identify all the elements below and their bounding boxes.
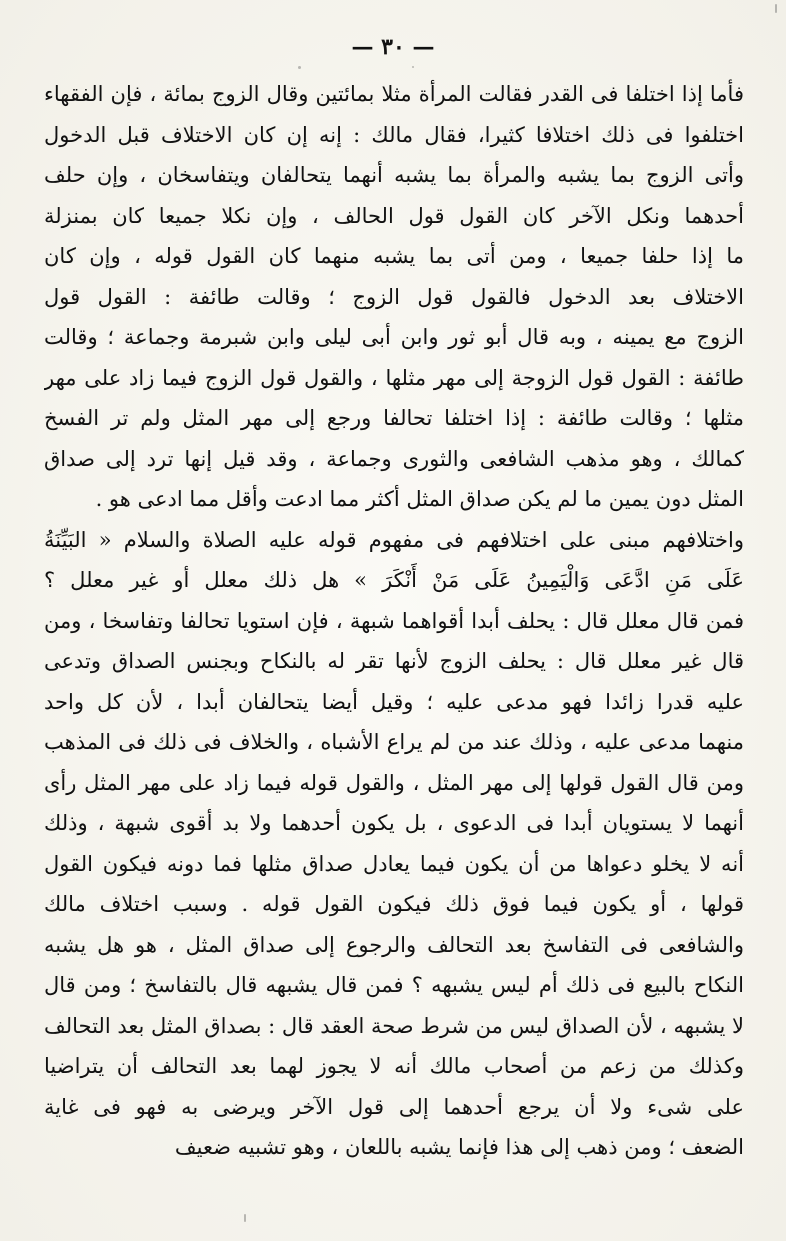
text-line: الضعف ؛ ومن ذهب إلى هذا فإنما يشبه باللعان ، وهو تشبيه ضعيف [174, 1135, 744, 1159]
text-line: وكذلك من زعم من أصحاب مالك أنه لا يجوز لهما بعد التحالف أن يتراضيا [44, 1054, 744, 1078]
text-line: المثل دون يمين ما لم يكن صداق المثل أكثر مما ادعت وأقل مما ادعى هو . [95, 487, 744, 511]
text-line: كمالك ، وهو مذهب الشافعى والثورى وجماعة ، وقد قيل إنها ترد إلى صداق [44, 446, 744, 471]
text-line: النكاح بالبيع فى ذلك أم ليس يشبهه ؟ فمن قال يشبهه قال بالتفاسخ ؛ ومن قال [44, 973, 744, 997]
text-line: ومن قال القول قولها إلى مهر المثل ، والقول قوله فيما زاد على مهر المثل رأى [44, 770, 744, 795]
text-line: طائفة : القول قول الزوجة إلى مهر مثلها ، والقول قول الزوج فيما زاد على مهر [44, 365, 744, 390]
text-line: فمن قال معلل قال : يحلف أبدا أقواهما شبهة ، فإن استويا تحالفا وتفاسخا ، ومن [44, 608, 744, 633]
text-line: اختلفوا فى ذلك اختلافا كثيرا، فقال مالك : إنه إن كان الاختلاف قبل الدخول [44, 122, 744, 147]
scan-speck [298, 66, 301, 69]
body-text [44, 74, 744, 1168]
text-line: أنه لا يخلو دعواها من أن يكون فيما يعادل صداق مثلها فما دونه فيكون القول [44, 851, 744, 876]
text-line: الاختلاف بعد الدخول فالقول قول الزوج ؛ وقالت طائفة : القول قول [44, 284, 744, 309]
text-line: عليه قدرا زائدا فهو مدعى عليه ؛ وقيل أيضا يتحالفان أبدا ، لأن كل واحد [44, 689, 744, 714]
text-line: عَلَى مَنِ ادَّعَى وَالْيَمِينُ عَلَى مَنْ أَنْكَرَ » هل ذلك معلل أو غير معلل ؟ [44, 568, 744, 592]
scan-speck [412, 66, 414, 68]
text-line: مثلها ؛ وقالت طائفة : إذا اختلفا تحالفا ورجع إلى مهر المثل ولم تر الفسخ [44, 406, 744, 430]
page-number: — ٣٠ — [351, 34, 435, 60]
text-line: أحدهما ونكل الآخر كان القول قول الحالف ، وإن نكلا جميعا كان بمنزلة [44, 203, 744, 228]
scan-speck [775, 4, 777, 13]
text-line: قولها ، أو يكون فيما فوق ذلك فيكون القول قوله . وسبب اختلاف مالك [44, 892, 744, 916]
text-line: واختلافهم مبنى على اختلافهم فى مفهوم قوله عليه الصلاة والسلام « البَيِّنَةُ [44, 527, 744, 552]
text-line: ما إذا حلفا جميعا ، ومن أتى بما يشبه منهما كان القول قوله ، وإن كان [44, 244, 744, 268]
text-line: فأما إذا اختلفا فى القدر فقالت المرأة مثلا بمائتين وقال الزوج بمائة ، فإن الفقهاء [44, 82, 744, 106]
text-line: أنهما لا يستويان أبدا فى الدعوى ، بل يكون أحدهما ولا بد أقوى شبهة ، وذلك [44, 811, 744, 835]
text-line: على شىء ولا أن يرجع أحدهما إلى قول الآخر ويرضى به فهو فى غاية [44, 1094, 744, 1119]
text-line: قال غير معلل قال : يحلف الزوج لأنها تقر له بالنكاح وبجنس الصداق وتدعى [44, 649, 744, 673]
text-line: وأتى الزوج بما يشبه والمرأة بما يشبه أنهما يتحالفان ويتفاسخان ، وإن حلف [44, 163, 744, 187]
scan-speck [244, 1214, 246, 1222]
text-line: منهما مدعى عليه ، وذلك عند من لم يراع الأشباه ، والخلاف فى ذلك فى المذهب [44, 730, 744, 754]
text-line: والشافعى فى التفاسخ بعد التحالف والرجوع إلى صداق المثل ، هو هل يشبه [44, 932, 744, 957]
text-line: لا يشبهه ، لأن الصداق ليس من شرط صحة العقد قال : بصداق المثل بعد التحالف [44, 1013, 744, 1038]
text-line: الزوج مع يمينه ، وبه قال أبو ثور وابن أبى ليلى وابن شبرمة وجماعة ؛ وقالت [44, 325, 744, 349]
